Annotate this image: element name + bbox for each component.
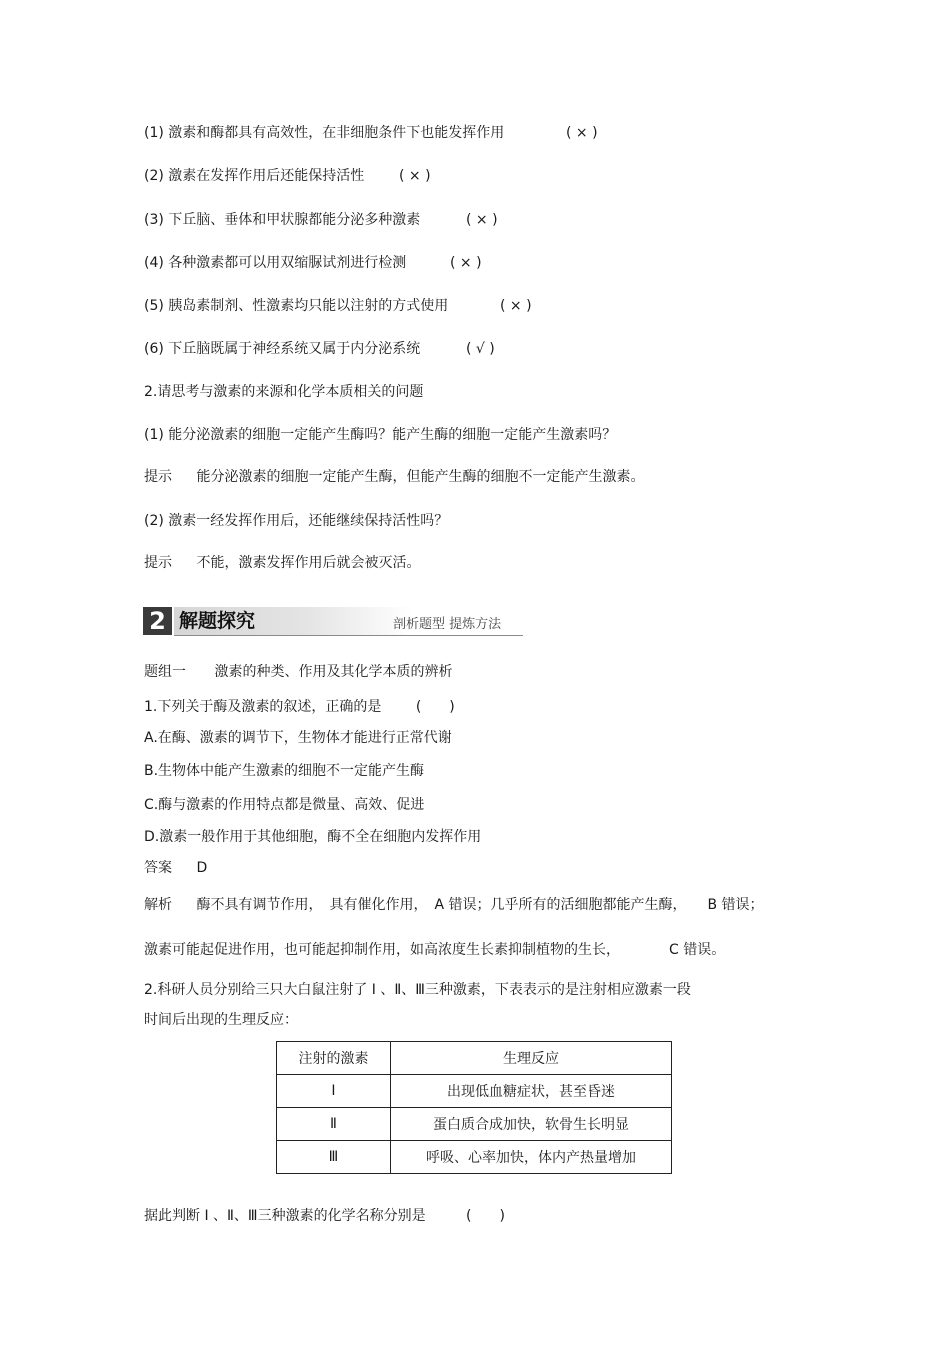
group-label: 题组一 [144, 664, 186, 680]
judgment-6 [144, 339, 495, 359]
table-cell: Ⅱ [277, 1108, 391, 1141]
table-header-row [277, 1042, 672, 1075]
judgment-answer: ( √ ) [466, 341, 495, 357]
answer-value: D [196, 860, 208, 876]
question-1-answer [144, 858, 207, 878]
hint-label: 提示 [144, 555, 172, 571]
judgment-text: (6) 下丘脑既属于神经系统又属于内分泌系统 [144, 341, 421, 357]
table-cell: 呼吸、心率加快，体内产热量增加 [391, 1141, 672, 1174]
judgment-answer: ( × ) [500, 298, 532, 314]
question-1-stem [144, 697, 455, 717]
think-heading: 2.请思考与激素的来源和化学本质相关的问题 [144, 384, 424, 400]
think-hint-2 [144, 553, 420, 573]
judgment-answer: ( × ) [566, 125, 598, 141]
judgment-text: (2) 激素在发挥作用后还能保持活性 [144, 168, 365, 184]
table-header: 生理反应 [391, 1042, 672, 1075]
judgment-text: (5) 胰岛素制剂、性激素均只能以注射的方式使用 [144, 298, 449, 314]
judgment-text: (4) 各种激素都可以用双缩脲试剂进行检测 [144, 255, 407, 271]
answer-label: 答案 [144, 860, 172, 876]
table-cell: 出现低血糖症状，甚至昏迷 [391, 1075, 672, 1108]
section-number: 2 [143, 607, 172, 635]
think-question-2: (2) 激素一经发挥作用后，还能继续保持活性吗？ [144, 513, 449, 529]
question-stem: 1.下列关于酶及激素的叙述，正确的是 [144, 699, 382, 715]
answer-bracket: ( ) [466, 1208, 505, 1224]
question-stem: 据此判断 Ⅰ 、Ⅱ、Ⅲ三种激素的化学名称分别是 [144, 1208, 426, 1224]
judgment-5 [144, 296, 532, 316]
question-1-analysis [144, 895, 764, 915]
question-1-analysis-cont: 激素可能起促进作用，也可能起抑制作用，如高浓度生长素抑制植物的生长， C 错误。 [144, 942, 726, 958]
judgment-answer: ( × ) [399, 168, 431, 184]
analysis-text: 酶不具有调节作用， 具有催化作用， A 错误；几乎所有的活细胞都能产生酶， B 错误； [196, 897, 764, 913]
option-a: A.在酶、激素的调节下，生物体才能进行正常代谢 [144, 730, 452, 746]
think-hint-1 [144, 467, 644, 487]
section-subtitle: 剖析题型 提炼方法 [393, 617, 502, 632]
judgment-2 [144, 166, 431, 186]
question-group-heading [144, 662, 452, 682]
question-2-stem-line-2: 时间后出现的生理反应： [144, 1012, 298, 1028]
section-title: 解题探究 [179, 610, 256, 632]
table-header: 注射的激素 [277, 1042, 391, 1075]
think-question-1: (1) 能分泌激素的细胞一定能产生酶吗？能产生酶的细胞一定能产生激素吗？ [144, 427, 617, 443]
judgment-1 [144, 123, 598, 143]
option-b: B.生物体中能产生激素的细胞不一定能产生酶 [144, 763, 425, 779]
table-row [277, 1108, 672, 1141]
judgment-4 [144, 253, 482, 273]
hint-label: 提示 [144, 469, 172, 485]
table-row [277, 1141, 672, 1174]
judgment-3 [144, 210, 498, 230]
hint-text: 能分泌激素的细胞一定能产生酶，但能产生酶的细胞不一定能产生激素。 [196, 469, 645, 485]
table-row [277, 1075, 672, 1108]
judgment-text: (1) 激素和酶都具有高效性，在非细胞条件下也能发挥作用 [144, 125, 505, 141]
judgment-text: (3) 下丘脑、垂体和甲状腺都能分泌多种激素 [144, 212, 421, 228]
table-cell: Ⅲ [277, 1141, 391, 1174]
question-2-stem-line-1: 2.科研人员分别给三只大白鼠注射了 Ⅰ 、Ⅱ、Ⅲ三种激素，下表表示的是注射相应激素一段 [144, 982, 691, 998]
table-cell: Ⅰ [277, 1075, 391, 1108]
group-title: 激素的种类、作用及其化学本质的辨析 [214, 664, 453, 680]
question-2-conclusion [144, 1206, 505, 1226]
hint-text: 不能，激素发挥作用后就会被灭活。 [196, 555, 421, 571]
section-divider [174, 635, 523, 636]
section-header [143, 605, 523, 637]
option-d: D.激素一般作用于其他细胞，酶不全在细胞内发挥作用 [144, 829, 482, 845]
answer-bracket: ( ) [415, 699, 455, 715]
table-cell: 蛋白质合成加快，软骨生长明显 [391, 1108, 672, 1141]
judgment-answer: ( × ) [466, 212, 498, 228]
judgment-answer: ( × ) [450, 255, 482, 271]
hormone-table [276, 1041, 672, 1174]
option-c: C.酶与激素的作用特点都是微量、高效、促进 [144, 797, 425, 813]
analysis-label: 解析 [144, 897, 172, 913]
